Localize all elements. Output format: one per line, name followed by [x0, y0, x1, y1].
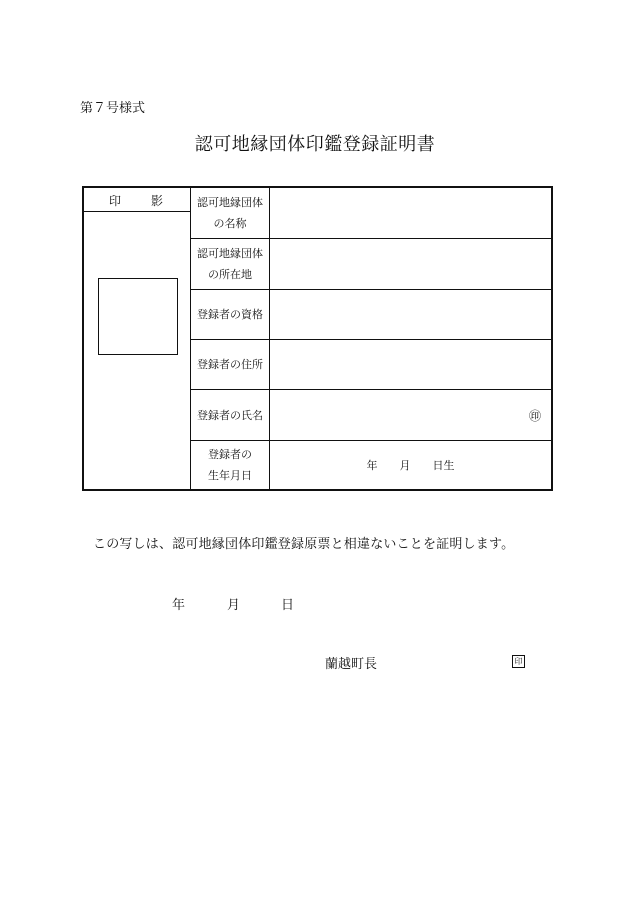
label-line: 認可地縁団体 [197, 196, 263, 209]
registrant-name-label [191, 390, 269, 440]
seal-header-divider [84, 211, 190, 212]
seal-mark-icon: ㊞ [528, 408, 541, 423]
registrant-address-value[interactable] [270, 340, 551, 389]
label-line: 登録者の [208, 448, 252, 461]
registrant-address-label [191, 340, 269, 389]
seal-impression-box [98, 278, 178, 355]
group-address-label [191, 239, 269, 289]
seal-impression-header: 印 影 [108, 194, 165, 208]
registrant-qualification-label [191, 290, 269, 339]
registration-table [82, 186, 553, 491]
issue-year-label: 年 [172, 598, 186, 613]
birth-date-text: 年 月 日生 [366, 459, 455, 472]
label-line: 生年月日 [208, 469, 252, 482]
issue-day-label: 日 [281, 598, 295, 613]
group-address-value[interactable] [270, 239, 551, 289]
label-line: 登録者の住所 [197, 358, 263, 371]
issue-month-label: 月 [227, 598, 241, 613]
registrant-birthdate-label [191, 441, 269, 489]
group-name-value[interactable] [270, 188, 551, 238]
issuer-title: 蘭越町長 [325, 657, 378, 672]
group-name-label [191, 188, 269, 238]
label-line: の名称 [213, 217, 247, 230]
document-title: 認可地縁団体印鑑登録証明書 [194, 134, 436, 155]
label-line: 登録者の資格 [197, 308, 263, 321]
registrant-birthdate-value[interactable] [270, 441, 551, 489]
label-line: の所在地 [208, 268, 252, 281]
issuer-seal-icon [512, 653, 525, 668]
issuer-seal-glyph: 印 [512, 655, 525, 668]
registrant-qualification-value[interactable] [270, 290, 551, 339]
form-number: 第７号様式 [80, 101, 146, 116]
label-line: 登録者の氏名 [197, 408, 263, 422]
registrant-name-value[interactable] [270, 390, 551, 440]
label-line: 認可地縁団体 [197, 247, 263, 260]
certification-statement: この写しは、認可地縁団体印鑑登録原票と相違ないことを証明します。 [93, 537, 515, 552]
